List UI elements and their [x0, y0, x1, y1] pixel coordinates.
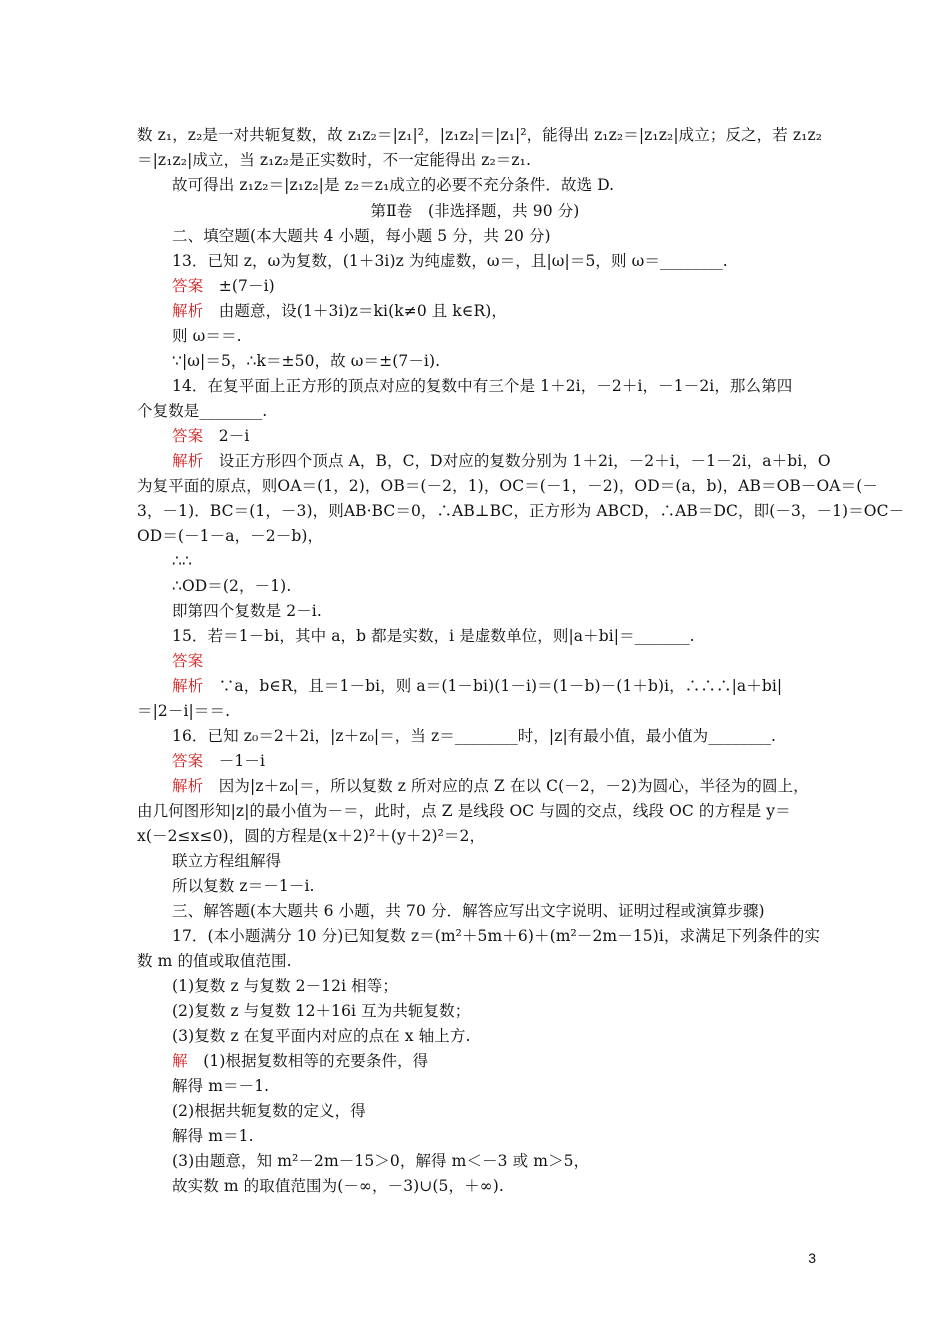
answer-label: 答案	[172, 277, 204, 295]
text-line: OD＝(－1－a，－2－b)，	[137, 527, 324, 545]
question-13: 13．已知 z，ω为复数，(1＋3i)z 为纯虚数，ω＝，且|ω|＝5，则 ω＝________.	[172, 252, 728, 270]
page-number: 3	[808, 1250, 816, 1266]
text-line: x(－2≤x≤0)，圆的方程是(x＋2)²＋(y＋2)²＝2，	[137, 827, 486, 845]
analysis-line: 解析 设正方形四个顶点 A，B，C，D对应的复数分别为 1＋2i，－2＋i，－1－2i，a＋bi，O	[172, 452, 831, 470]
text-line: 所以复数 z＝－1－i.	[172, 877, 315, 895]
answer-line: 答案 －1－i	[172, 752, 266, 770]
text-line: 数 m 的值或取值范围.	[137, 952, 292, 970]
question-17: 17．(本小题满分 10 分)已知复数 z＝(m²＋5m＋6)＋(m²－2m－15)i，求满足下列条件的实	[172, 927, 820, 945]
text-line: 3，－1)．BC＝(1，－3)，则AB·BC＝0，∴AB⊥BC，正方形为 ABCD，∴AB＝DC，即(－3，－1)＝OC－	[137, 502, 905, 520]
text-line: 故实数 m 的取值范围为(－∞，－3)∪(5，＋∞).	[172, 1177, 504, 1195]
text-line: ＝|2－i|＝＝.	[137, 702, 231, 720]
text-line: ∵|ω|＝5，∴k＝±50，故 ω＝±(7－i).	[172, 352, 441, 370]
answer-label: 答案	[172, 652, 204, 670]
text-line: 则 ω＝＝.	[172, 327, 242, 345]
analysis-label: 解析	[172, 777, 204, 795]
solution-label: 解	[172, 1052, 188, 1070]
analysis-label: 解析	[172, 302, 204, 320]
text-line: ∴∴	[172, 552, 192, 570]
text-line: 即第四个复数是 2－i.	[172, 602, 322, 620]
text-line: (1)复数 z 与复数 2－12i 相等；	[172, 977, 398, 995]
text-line: 解得 m＝1.	[172, 1127, 254, 1145]
question-14: 14．在复平面上正方形的顶点对应的复数中有三个是 1＋2i，－2＋i，－1－2i，那么第四	[172, 377, 793, 395]
text-line: (2)根据共轭复数的定义，得	[172, 1102, 366, 1120]
text-line: (3)复数 z 在复平面内对应的点在 x 轴上方.	[172, 1027, 471, 1045]
section-heading: 二、填空题(本大题共 4 小题，每小题 5 分，共 20 分)	[172, 227, 551, 245]
text-line: ∴OD＝(2，－1).	[172, 577, 292, 595]
text-line: 为复平面的原点，则OA＝(1，2)，OB＝(－2，1)，OC＝(－1，－2)，OD＝(a，b)，AB＝OB－OA＝(－	[137, 477, 878, 495]
text-line: 故可得出 z₁z₂＝|z₁z₂|是 z₂＝z₁成立的必要不充分条件．故选 D.	[172, 176, 615, 194]
text-line: ＝|z₁z₂|成立，当 z₁z₂是正实数时，不一定能得出 z₂＝z₁.	[137, 151, 532, 169]
analysis-line: 解析 由题意，设(1＋3i)z＝ki(k≠0 且 k∈R)，	[172, 302, 508, 320]
answer-label: 答案	[172, 752, 204, 770]
question-16: 16．已知 z₀＝2＋2i，|z＋z₀|＝，当 z＝________时，|z|有最小值，最小值为________.	[172, 727, 777, 745]
question-15: 15．若＝1－bi，其中 a，b 都是实数，i 是虚数单位，则|a＋bi|＝_______.	[172, 627, 695, 645]
answer-line: 答案 ±(7－i)	[172, 277, 275, 295]
text-line: 数 z₁，z₂是一对共轭复数，故 z₁z₂＝|z₁|²，|z₁z₂|＝|z₁|²，能得出 z₁z₂＝|z₁z₂|成立；反之，若 z₁z₂	[137, 126, 823, 144]
analysis-label: 解析	[172, 452, 204, 470]
solution-line: 解 (1)根据复数相等的充要条件，得	[172, 1052, 429, 1070]
text-line: (2)复数 z 与复数 12＋16i 互为共轭复数；	[172, 1002, 471, 1020]
text-line: 解得 m＝－1.	[172, 1077, 270, 1095]
analysis-label: 解析	[172, 677, 204, 695]
section-title: 第Ⅱ卷 (非选择题，共 90 分)	[370, 202, 580, 220]
analysis-line: 解析 ∵a，b∈R，且＝1－bi，则 a＝(1－bi)(1－i)＝(1－b)－(1＋b)i，∴∴∴|a＋bi|	[172, 677, 783, 695]
analysis-line: 解析 因为|z＋z₀|＝，所以复数 z 所对应的点 Z 在以 C(－2，－2)为圆心，半径为的圆上，	[172, 777, 809, 795]
answer-line: 答案 2－i	[172, 427, 250, 445]
text-line: (3)由题意，知 m²－2m－15＞0，解得 m＜－3 或 m＞5，	[172, 1152, 590, 1170]
text-line: 个复数是________.	[137, 402, 268, 420]
text-line: 由几何图形知|z|的最小值为－＝，此时，点 Z 是线段 OC 与圆的交点，线段 OC 的方程是 y＝	[137, 802, 791, 820]
answer-line	[172, 650, 822, 672]
section-heading: 三、解答题(本大题共 6 小题，共 70 分．解答应写出文字说明、证明过程或演算步骤)	[172, 902, 765, 920]
text-line: 联立方程组解得	[172, 852, 282, 870]
answer-label: 答案	[172, 427, 204, 445]
